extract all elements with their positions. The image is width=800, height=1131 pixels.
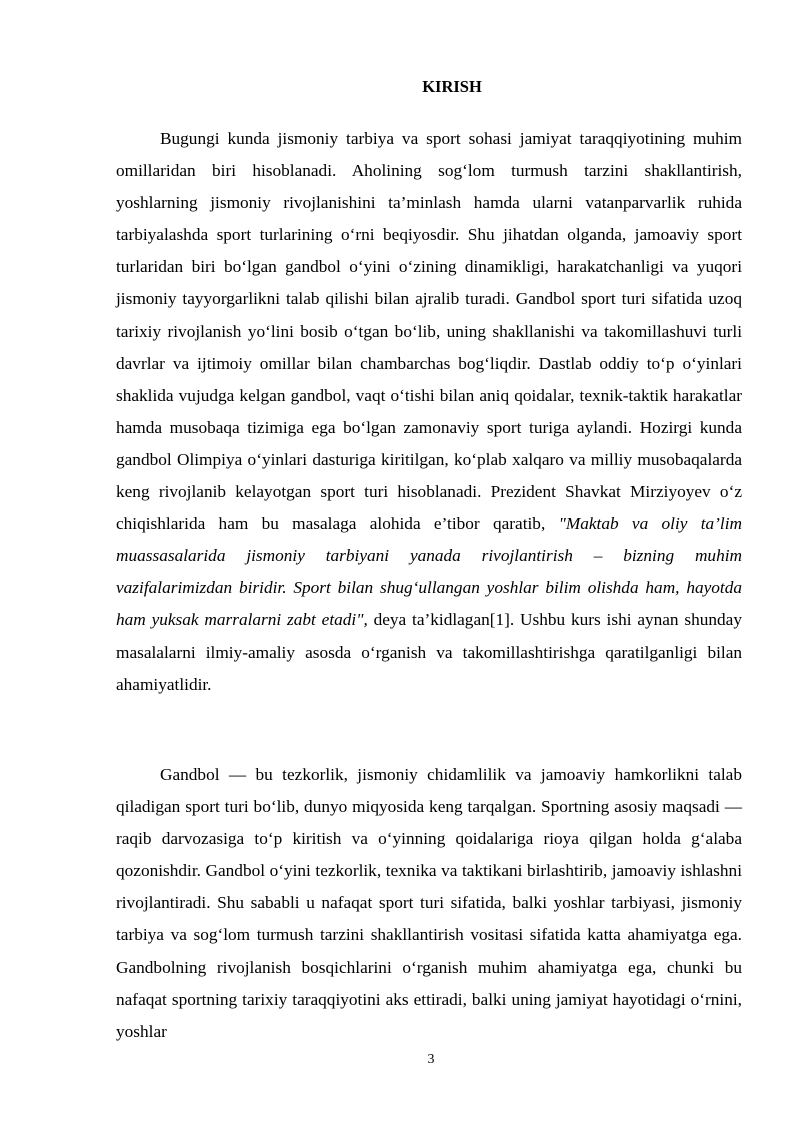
paragraph-1-text: Bugungi kunda jismoniy tarbiya va sport sohasi jamiyat taraqqiyotining muhim omillaridan biri hisoblanadi. Aholining sog‘lom turmush tarzini shakllantirish, yoshlarning jismoniy rivojlanishini ta’minlash hamda ularni vatanparvarlik ruhida tarbiyalashda sport turlarining o‘rni beqiyosdir. Shu jihatdan olganda, jamoaviy sport turlaridan biri bo‘lgan gandbol o‘yini o‘zining dinamikligi, harakatchanligi va yuqori jismoniy tayyorgarlikni talab qilishi bilan ajralib turadi. Gandbol sport turi sifatida uzoq tarixiy rivojlanish yo‘lini bosib o‘tgan bo‘lib, uning shakllanishi va takomillashuvi turli davrlar va ijtimoiy omillar bilan chambarchas bog‘liqdir. Dastlab oddiy to‘p o‘yinlari shaklida vujudga kelgan gandbol, vaqt o‘tishi bilan aniq qoidalar, texnik-taktik harakatlar hamda musobaqa tizimiga ega bo‘lgan zamonaviy sport turiga aylandi. Hozirgi kunda gandbol Olimpiya o‘yinlari dasturiga kiritilgan, ko‘plab xalqaro va milliy musobaqalarda keng rivojlanib kelayotgan sport turi hisoblanadi. Prezident Shavkat Mirziyoyev o‘z chiqishlarida ham bu masalaga alohida e’tibor qaratib, xyxy=(116,129,742,534)
president-quote: "Maktab va oliy ta’lim muassasalarida jismoniy tarbiyani yanada rivojlantirish – bizning muhim vazifalarimizdan biridir. Sport bilan shug‘ullangan yoshlar bilim olishda ham, hayotda ham yuksak marralarni zabt etadi", xyxy=(116,514,742,630)
intro-paragraph-1 xyxy=(116,123,742,701)
intro-paragraph-2: Gandbol — bu tezkorlik, jismoniy chidamlilik va jamoaviy hamkorlikni talab qiladigan sport turi bo‘lib, dunyo miqyosida keng tarqalgan. Sportning asosiy maqsadi — raqib darvozasiga to‘p kiritish va o‘yinning qoidalariga rioya qilgan holda g‘alaba qozonishdir. Gandbol o‘yini tezkorlik, texnika va taktikani birlashtirib, jamoaviy ishlashni rivojlantiradi. Shu sababli u nafaqat sport turi sifatida, balki yoshlar tarbiyasi, jismoniy tarbiya va sog‘lom turmush tarzini shakllantirish vositasi sifatida katta ahamiyatga ega. Gandbolning rivojlanish bosqichlarini o‘rganish muhim ahamiyatga ega, chunki bu nafaqat sportning tarixiy taraqqiyotini aks ettiradi, balki uning jamiyat hayotidagi o‘rnini, yoshlar xyxy=(116,765,742,1041)
paragraph-1-ending: deya ta’kidlagan[1]. Ushbu kurs ishi aynan shunday masalalarni ilmiy-amaliy asosda o‘rganish va takomillashtirishga qaratilganligi bilan ahamiyatlidir. xyxy=(116,610,742,694)
page-number: 3 xyxy=(427,1052,435,1067)
page-title: KIRISH xyxy=(422,77,482,96)
